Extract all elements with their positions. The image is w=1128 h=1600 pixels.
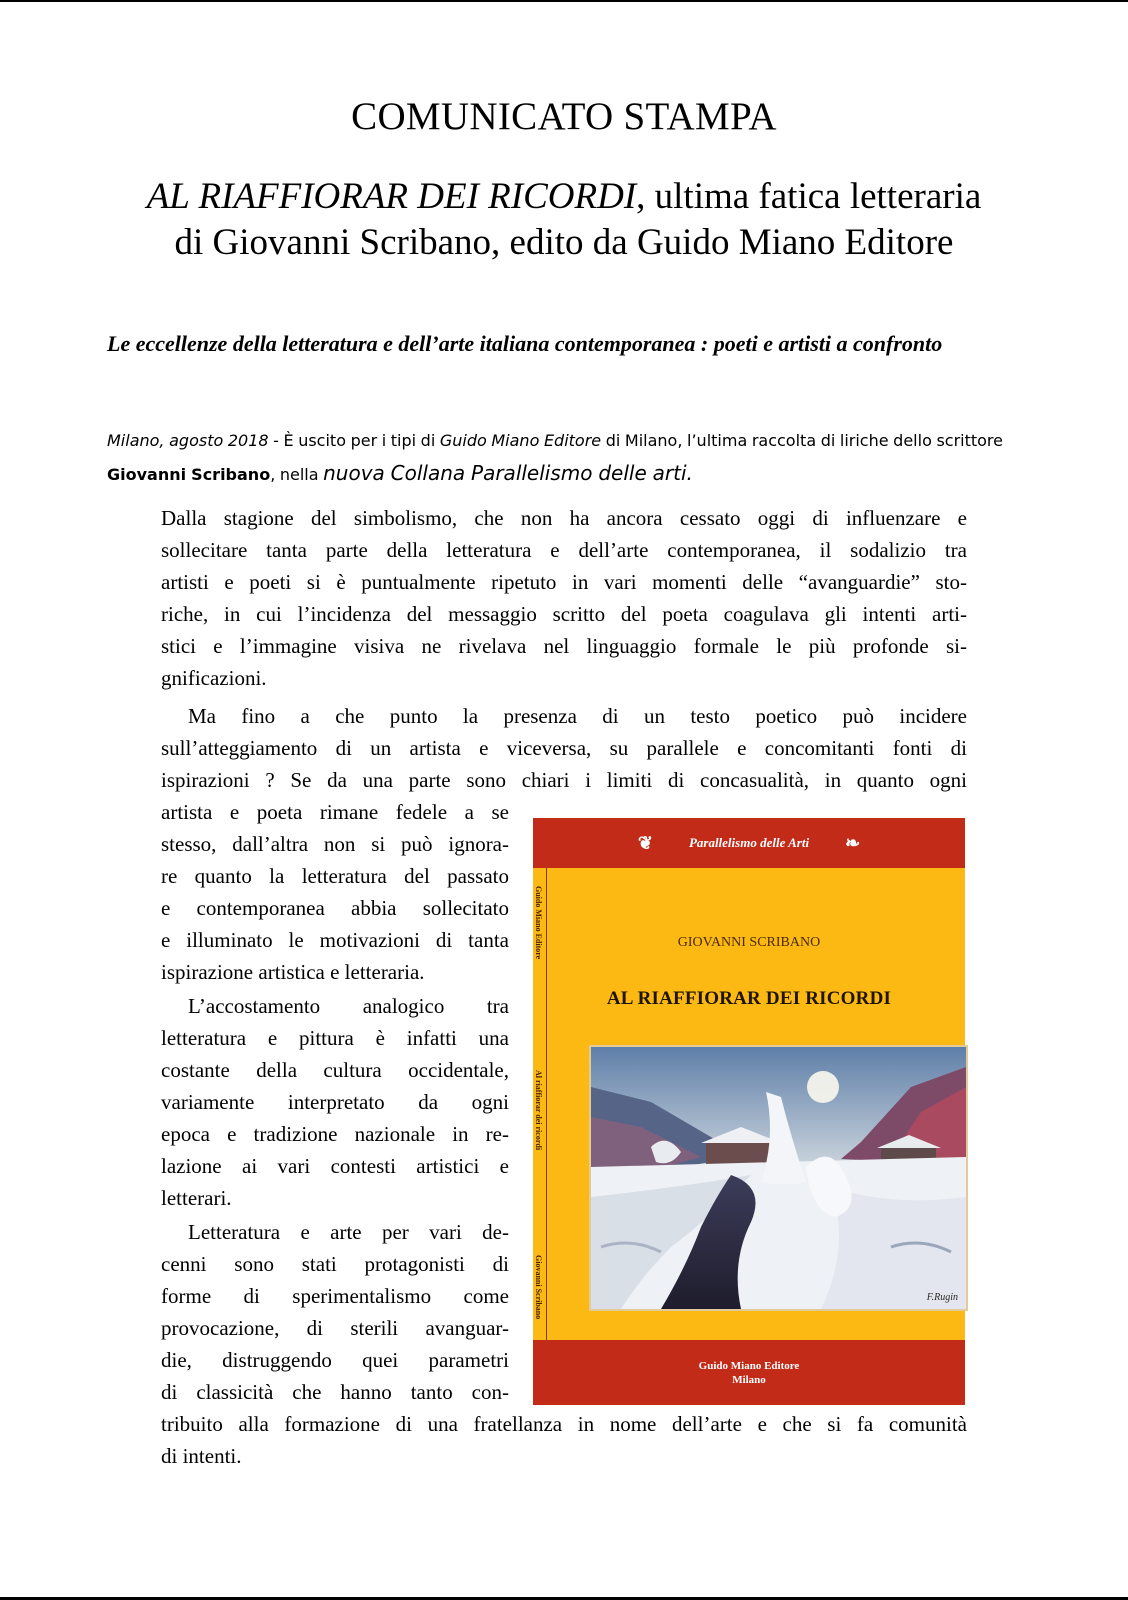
- body-paragraph-1: [161, 502, 967, 694]
- text-line: riche, in cui l’incidenza del messaggio scritto del poeta coagulava gli intenti arti-: [161, 602, 967, 626]
- text-line: cenni sono stati protagonisti di: [161, 1252, 509, 1276]
- body-paragraph-2-wide: [161, 700, 967, 796]
- cover-publisher: Guido Miano Editore: [698, 1359, 800, 1372]
- cover-publisher-band: [533, 1340, 965, 1405]
- text-line: provocazione, di sterili avanguar-: [161, 1316, 509, 1340]
- text-line: sollecitare tanta parte della letteratura e dell’arte contemporanea, il sodalizio tra: [161, 538, 967, 562]
- text-line: die, distruggendo quei parametri: [161, 1348, 509, 1372]
- text-line: di classicità che hanno tanto con-: [161, 1380, 509, 1404]
- body-paragraph-4-narrow: [161, 1216, 509, 1408]
- text-line: ispirazioni ? Se da una parte sono chiari i limiti di concasualità, in quanto ogni: [161, 768, 967, 792]
- press-release-heading: COMUNICATO STAMPA: [351, 95, 777, 138]
- subtitle: Le eccellenze della letteratura e dell’arte italiana contemporanea : poeti e artisti a confronto: [107, 331, 943, 356]
- winter-landscape-painting: [591, 1047, 966, 1309]
- text-line: forme di sperimentalismo come: [161, 1284, 509, 1308]
- cover-painting: [589, 1045, 968, 1311]
- cover-title: AL RIAFFIORAR DEI RICORDI: [606, 988, 892, 1009]
- text-line: re quanto la letteratura del passato: [161, 864, 509, 888]
- text-line: artisti e poeti si è puntualmente ripetuto in vari momenti delle “avanguardie” sto-: [161, 570, 967, 594]
- spine-author: Giovanni Scribano: [534, 1255, 543, 1320]
- dateline-paragraph: [107, 424, 1037, 491]
- text-line: sull’atteggiamento di un artista e viceversa, su parallele e concomitanti fonti di: [161, 736, 967, 760]
- book-title-italic: AL RIAFFIORAR DEI RICORDI: [146, 176, 637, 217]
- text-line: tribuito alla formazione di una fratellanza in nome dell’arte e che si fa comunità: [161, 1412, 967, 1436]
- text-line: Ma fino a che punto la presenza di un testo poetico può incidere: [188, 704, 967, 728]
- text-line: di intenti.: [161, 1444, 242, 1468]
- text-line: stesso, dall’altra non si può ignora-: [161, 832, 509, 856]
- dateline-place-date: Milano, agosto 2018: [107, 431, 269, 450]
- text-line: Dalla stagione del simbolismo, che non ha ancora cessato oggi di influenzare e: [161, 506, 967, 530]
- text-line: L’accostamento analogico tra: [188, 994, 509, 1018]
- text-line: costante della cultura occidentale,: [161, 1058, 509, 1082]
- text-line: gnificazioni.: [161, 666, 267, 690]
- text-line: variamente interpretato da ogni: [161, 1090, 509, 1114]
- text-line: e contemporanea abbia sollecitato: [161, 896, 509, 920]
- headline-line-2: di Giovanni Scribano, edito da Guido Miano Editore: [174, 222, 954, 263]
- ornament-icon: ❧: [845, 832, 861, 853]
- spine-publisher: Guido Miano Editore: [534, 886, 543, 960]
- cover-series-band: [533, 818, 965, 868]
- dateline-text-2: di Milano, l’ultima raccolta di liriche dello scrittore: [601, 431, 1003, 450]
- spine-title: Al riaffiorar dei ricordi: [534, 1070, 543, 1151]
- dateline-collana: nuova Collana Parallelismo delle arti.: [323, 461, 693, 485]
- dateline-author: Giovanni Scribano: [107, 465, 271, 484]
- dateline-text-3: , nella: [270, 465, 324, 484]
- text-line: ispirazione artistica e letteraria.: [161, 960, 425, 984]
- text-line: lazione ai vari contesti artistici e: [161, 1154, 509, 1178]
- text-line: Letteratura e arte per vari de-: [188, 1220, 509, 1244]
- headline-line-1-rest: , ultima fatica letteraria: [636, 176, 982, 217]
- dateline-text-1: - È uscito per i tipi di: [268, 431, 440, 450]
- ornament-icon: ❦: [637, 832, 653, 853]
- text-line: e illuminato le motivazioni di tanta: [161, 928, 509, 952]
- cover-city: Milano: [732, 1373, 766, 1386]
- text-line: stici e l’immagine visiva ne rivelava nel linguaggio formale le più profonde si-: [161, 634, 967, 658]
- body-paragraph-4-wide: [161, 1408, 967, 1472]
- headline-line-1: [0, 174, 1128, 220]
- book-cover: [533, 818, 965, 1405]
- body-paragraph-3: [161, 990, 509, 1214]
- text-line: letteratura e pittura è infatti una: [161, 1026, 509, 1050]
- text-line: letterari.: [161, 1186, 232, 1210]
- cover-series-label: Parallelismo delle Arti: [688, 835, 810, 850]
- headline: [0, 174, 1128, 266]
- text-line: epoca e tradizione nazionale in re-: [161, 1122, 509, 1146]
- page-border-top: [0, 0, 1128, 2]
- text-line: artista e poeta rimane fedele a se: [161, 800, 509, 824]
- dateline-publisher: Guido Miano Editore: [439, 431, 602, 450]
- body-paragraph-2-narrow: [161, 796, 509, 988]
- cover-author: GIOVANNI SCRIBANO: [677, 935, 821, 950]
- painting-signature: F.Rugin: [926, 1292, 958, 1303]
